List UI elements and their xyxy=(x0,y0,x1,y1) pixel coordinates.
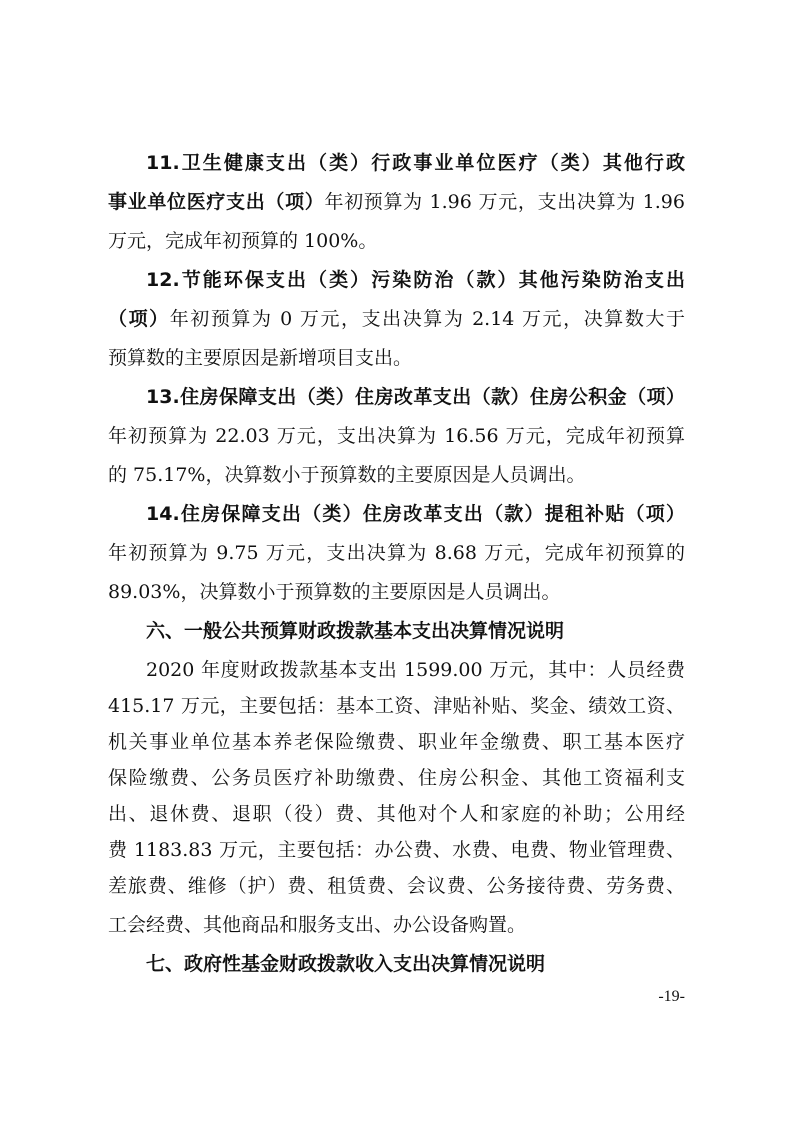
item-12-text: 年初预算为 0 万元，支出决算为 2.14 万元，决算数大于 xyxy=(169,308,685,330)
section-6-line-7: 差旅费、维修（护）费、租赁费、会议费、公务接待费、劳务费、 xyxy=(108,875,685,897)
section-6-line-5: 出、退休费、退职（役）费、其他对个人和家庭的补助；公用经 xyxy=(108,803,685,825)
page-number: -19- xyxy=(658,988,685,1005)
item-11-line-3 xyxy=(108,229,685,253)
item-11-title: 11.卫生健康支出（类）行政事业单位医疗（类）其他行政 xyxy=(146,152,685,174)
item-12-line-3 xyxy=(108,346,685,370)
item-11-text-cont: 万元，完成年初预算的 100%。 xyxy=(108,230,378,252)
item-14-line-3 xyxy=(108,580,685,604)
item-13-text: 年初预算为 22.03 万元，支出决算为 16.56 万元，完成年初预算 xyxy=(108,425,685,447)
section-6-line-1: 2020 年度财政拨款基本支出 1599.00 万元，其中：人员经费 xyxy=(146,659,685,681)
item-12-title: 12.节能环保支出（类）污染防治（款）其他污染防治支出 xyxy=(146,269,685,291)
item-13-title: 13.住房保障支出（类）住房改革支出（款）住房公积金（项） xyxy=(146,386,685,408)
item-11-text: 年初预算为 1.96 万元，支出决算为 1.96 xyxy=(324,191,685,213)
item-11-line-1 xyxy=(146,151,685,175)
section-6-line-4: 保险缴费、公务员医疗补助缴费、住房公积金、其他工资福利支 xyxy=(108,767,685,789)
item-13-line-2 xyxy=(108,424,685,448)
section-7-heading: 七、政府性基金财政拨款收入支出决算情况说明 xyxy=(146,953,546,975)
item-12-line-1 xyxy=(146,268,685,292)
item-12-line-2 xyxy=(108,307,685,331)
item-12-text-cont: 预算数的主要原因是新增项目支出。 xyxy=(108,347,413,369)
item-14-line-2 xyxy=(108,541,685,565)
section-6-line-8: 工会经费、其他商品和服务支出、办公设备购置。 xyxy=(108,914,527,936)
section-6-line-6: 费 1183.83 万元，主要包括：办公费、水费、电费、物业管理费、 xyxy=(108,839,685,861)
item-14-text: 年初预算为 9.75 万元，支出决算为 8.68 万元，完成年初预算的 xyxy=(108,542,685,564)
item-11-line-2 xyxy=(108,190,685,214)
item-13-line-1 xyxy=(146,385,685,409)
item-12-title-cont: （项） xyxy=(108,308,170,330)
section-6-line-3: 机关事业单位基本养老保险缴费、职业年金缴费、职工基本医疗 xyxy=(108,731,685,753)
item-13-text-cont: 的 75.17%，决算数小于预算数的主要原因是人员调出。 xyxy=(108,464,586,486)
item-14-text-cont: 89.03%，决算数小于预算数的主要原因是人员调出。 xyxy=(108,581,561,603)
item-11-title-cont: 事业单位医疗支出（项） xyxy=(108,191,325,213)
item-14-line-1 xyxy=(146,502,685,526)
item-14-title: 14.住房保障支出（类）住房改革支出（款）提租补贴（项） xyxy=(146,503,685,525)
section-6-line-2: 415.17 万元，主要包括：基本工资、津贴补贴、奖金、绩效工资、 xyxy=(108,695,685,717)
item-13-line-3 xyxy=(108,463,685,487)
section-6-heading: 六、一般公共预算财政拨款基本支出决算情况说明 xyxy=(146,620,565,642)
